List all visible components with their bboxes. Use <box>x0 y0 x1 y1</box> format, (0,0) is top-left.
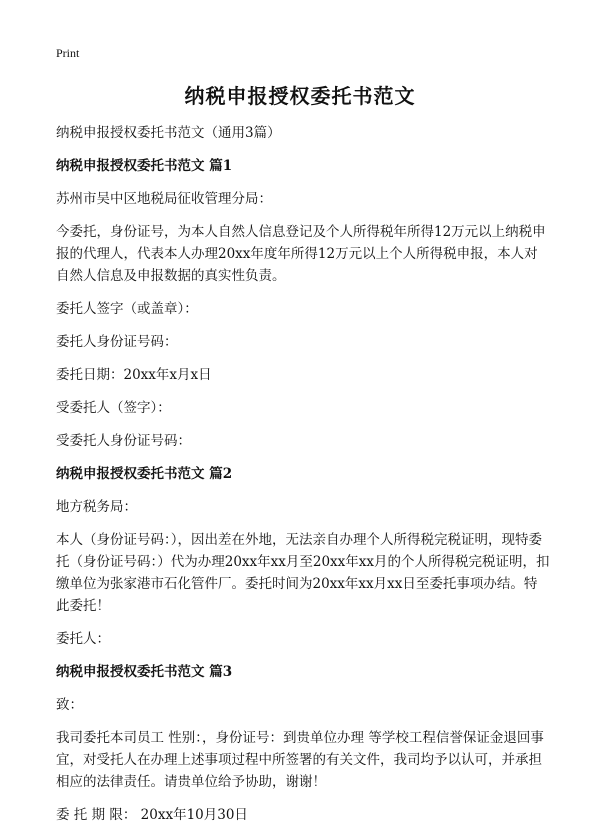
section1-agent: 受委托人（签字）： <box>56 400 171 416</box>
section2-addressee: 地方税务局： <box>56 499 137 515</box>
section1-addressee: 苏州市吴中区地税局征收管理分局： <box>56 191 272 207</box>
section2-sign: 委托人： <box>56 631 110 647</box>
section-heading-2: 纳税申报授权委托书范文 篇2 <box>56 466 233 482</box>
section1-body: 今委托，身份证号，为本人自然人信息登记及个人所得税年所得12万元以上纳税申报的代理人，代表本人办理20xx年度年所得12万元以上个人所得税申报，本人对自然人信息及申报数据的真实性负责。 <box>56 224 546 284</box>
section1-sign: 委托人签字（或盖章）： <box>56 301 198 317</box>
section1-agent-id: 受委托人身份证号码： <box>56 433 191 449</box>
document-subtitle: 纳税申报授权委托书范文（通用3篇） <box>56 125 281 141</box>
print-label[interactable]: Print <box>56 46 80 60</box>
document-content <box>56 122 550 837</box>
section2-body: 本人（身份证号码：），因出差在外地，无法亲自办理个人所得税完税证明，现特委托（身份证号码：）代为办理20xx年xx月至20xx年xx月的个人所得税完税证明，扣缴单位为张家港市石化管件厂。委托时间为20xx年xx月xx日至委托事项办结。特此委托！ <box>56 532 550 614</box>
section-heading-1: 纳税申报授权委托书范文 篇1 <box>56 158 233 174</box>
section3-body: 我司委托本司员工 性别：，身份证号：到贵单位办理 等学校工程信誉保证金退回事宜，对受托人在办理上述事项过程中所签署的有关文件，我司均予以认可，并承担相应的法律责任。请贵单位给予协助，谢谢！ <box>56 730 544 790</box>
section-heading-3: 纳税申报授权委托书范文 篇3 <box>56 664 233 680</box>
section1-date: 委托日期：20xx年x月x日 <box>56 367 212 383</box>
page-title: 纳税申报授权委托书范文 <box>184 84 416 108</box>
section1-id: 委托人身份证号码： <box>56 334 178 350</box>
section3-addressee: 致： <box>56 697 83 713</box>
section3-period: 委 托 期 限： 20xx年10月30日 <box>56 807 248 823</box>
